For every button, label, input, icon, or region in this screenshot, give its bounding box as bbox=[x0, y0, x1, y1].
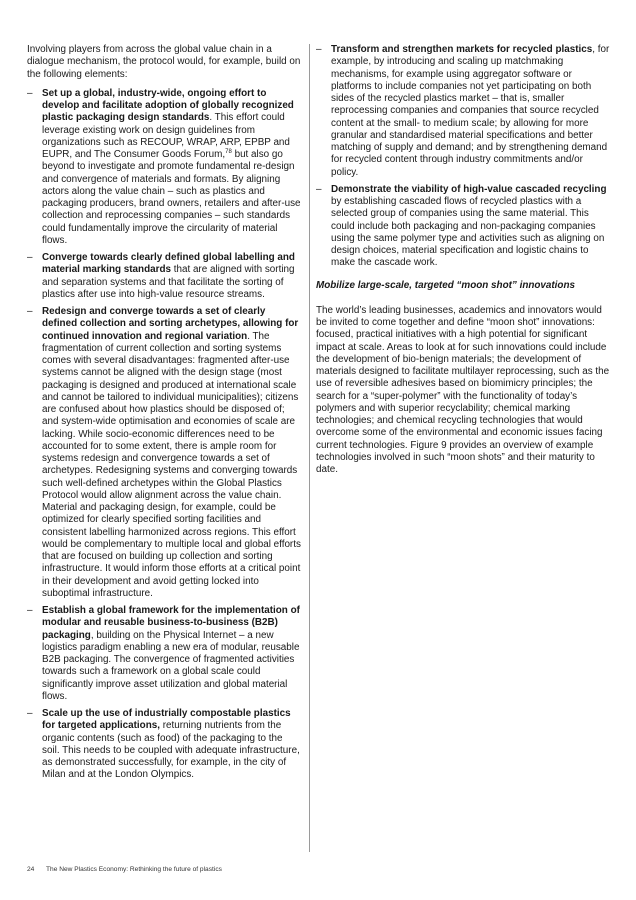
list-item bbox=[27, 252, 302, 301]
item-text: . This effort could leverage existing work on design guidelines from organizations such as RECOUP, WRAP, ARP, EPBP and EUPR, and The Consumer Goods Forum, bbox=[42, 112, 290, 160]
left-column bbox=[27, 44, 302, 787]
item-heading: Establish a global framework for the implementation of modular and reusable business-to-business (B2B) packaging bbox=[42, 605, 300, 641]
list-item bbox=[316, 184, 610, 270]
list-item bbox=[27, 306, 302, 600]
item-text: , for example, by introducing and scaling up matchmaking mechanisms, for example using aggregator software or platforms to include companies not yet participating on both sides of the recycled plastics market – that is, smaller reprocessing companies and companies that source recycled content at the small- to medium scale; by allowing for more granular and standardised material specifications and better matching of supply and demand; and by strengthening demand for recycled content through industry commitments and/or policy. bbox=[331, 44, 610, 178]
item-heading: Redesign and converge towards a set of clearly defined collection and sorting archetypes, allowing for continued innovation and regional variation bbox=[42, 306, 299, 342]
list-item bbox=[27, 88, 302, 247]
dash-marker: – bbox=[27, 306, 33, 317]
right-bullet-list bbox=[316, 44, 610, 270]
list-item bbox=[27, 605, 302, 703]
item-heading: Demonstrate the viability of high-value cascaded recycling bbox=[331, 183, 607, 195]
dash-marker: – bbox=[27, 708, 33, 719]
item-text: returning nutrients from the organic contents (such as food) of the packaging to the soil. This needs to be coupled with adequate infrastructure, as demonstrated successfully, for example, in the city of Milan and at the London Olympics. bbox=[42, 720, 300, 781]
intro-paragraph: Involving players from across the global value chain in a dialogue mechanism, the protocol would, for example, build on the following elements: bbox=[27, 44, 301, 80]
item-text: , building on the Physical Internet – a new logistics paradigm enabling a new era of modular, reusable B2B packaging. The convergence of fragmented activities towards such a framework on a global scale could significantly improve asset utilization and global material flows. bbox=[42, 629, 300, 702]
section-subheading: Mobilize large-scale, targeted “moon shot” innovations bbox=[316, 279, 575, 291]
footer-title: The New Plastics Economy: Rethinking the future of plastics bbox=[46, 866, 222, 873]
dash-marker: – bbox=[316, 183, 322, 195]
list-item bbox=[27, 708, 302, 782]
left-bullet-list bbox=[27, 88, 302, 782]
page-footer bbox=[27, 866, 222, 873]
item-heading: Transform and strengthen markets for recycled plastics bbox=[331, 44, 593, 55]
dash-marker: – bbox=[316, 44, 322, 55]
dash-marker: – bbox=[27, 252, 33, 263]
item-heading: Converge towards clearly defined global labelling and material marking standards bbox=[42, 252, 295, 276]
dash-marker: – bbox=[27, 87, 33, 99]
column-divider bbox=[309, 44, 310, 852]
page-number: 24 bbox=[27, 866, 35, 873]
dash-marker: – bbox=[27, 605, 33, 616]
item-text-continued: but also go beyond to investigate and promote fundamental re-design and convergence of materials and formats. By aligning actors along the value chain – such as plastics and packaging producers, brand owners, retailers and after-use collection and reprocessing companies – such standards could fundamentally improve the circularity of material flows. bbox=[42, 149, 301, 246]
item-text: . The fragmentation of current collection and sorting systems comes with several disadvantages: fragmented after-use systems cannot be aligned with the design stage (most packaging is designed and produced at international scale and cannot be tailored to individual municipalities); citizens are confused about how plastics should be disposed of; and system-wide optimisation and economies of scale are lacking. While socio-economic differences need to be accounted for to some extent, there is ample room for systems redesign and convergence towards a set of archetypes. Redesigning systems and converging towards such well-defined archetypes within the Global Plastics Protocol would allow alignment across the value chain. Material and packaging design, for example, could be optimized for clearly specified sorting facilities and consistent labelling harmonized across regions. This effort would be complementary to multiple local and global efforts that are focused on building up collection and sorting infrastructure. It would inform those efforts at a critical point in their development and avoid getting locked into suboptimal infrastructure. bbox=[42, 330, 301, 599]
item-text: by establishing cascaded flows of recycled plastics with a selected group of companies using the same material. This could include both packaging and non-packaging companies using the same polymer type and activities such as aligning on design choices, material specification and logistic chains to make the cascade work. bbox=[331, 196, 605, 269]
right-column bbox=[316, 44, 610, 476]
item-heading: Set up a global, industry-wide, ongoing effort to develop and facilitate adoption of globally recognized plastic packaging design standards bbox=[42, 87, 294, 124]
footnote-ref: 78 bbox=[225, 149, 232, 155]
item-text: that are aligned with sorting and separation systems and that facilitate the sorting of plastics after use into high-value resource streams. bbox=[42, 264, 295, 300]
item-heading: Scale up the use of industrially compostable plastics for targeted applications, bbox=[42, 708, 291, 732]
body-paragraph: The world’s leading businesses, academics and innovators would be invited to come together and define “moon shot” innovations: focused, practical initiatives with a high potential for significant impact at scale. Areas to look at for such innovations could include the development of bio-benign materials; the development of materials designed to facilitate multilayer reprocessing, such as the use of reversible adhesives based on biomimicry principles; the search for a “super-polymer” with the functionality of today’s polymers and with superior recyclability; chemical marking technologies; and chemical recycling technologies that would overcome some of the environmental and economic issues facing current technologies. Figure 9 provides an overview of example technologies involved in such “moon shots” and their maturity to date. bbox=[316, 304, 610, 475]
list-item bbox=[316, 44, 610, 179]
